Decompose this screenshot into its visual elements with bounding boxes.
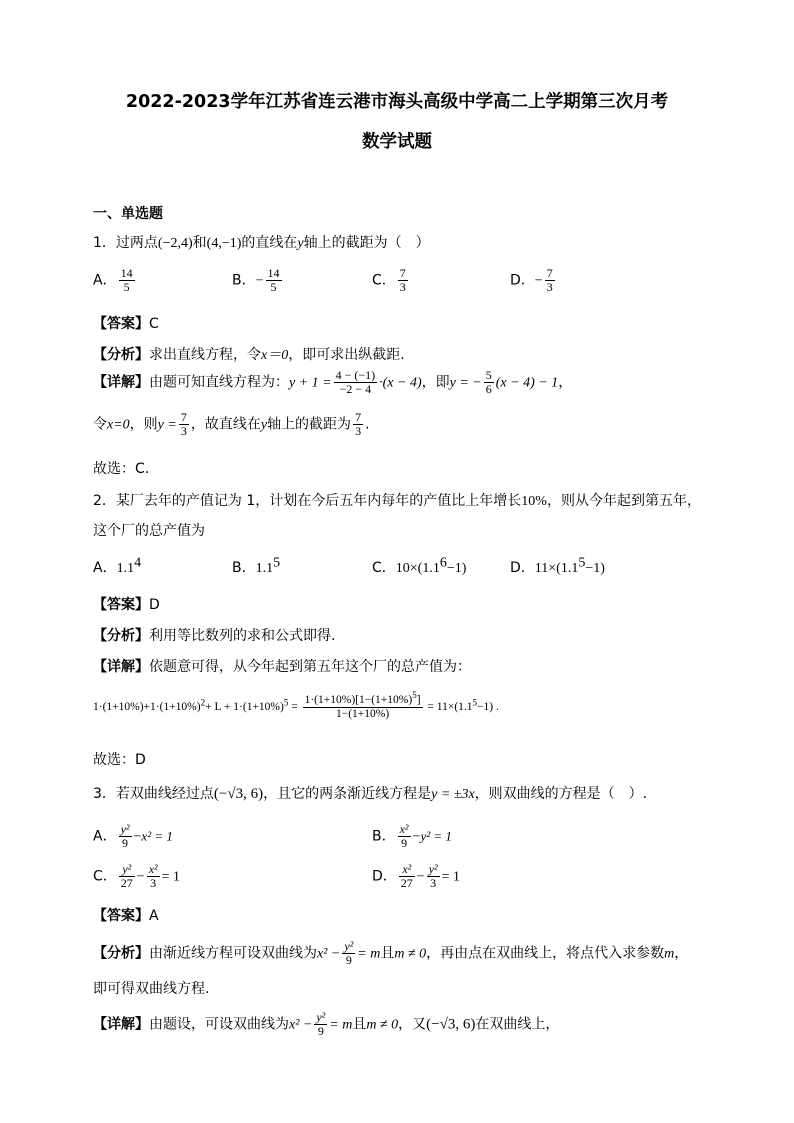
- q1-stem: 1．过两点(−2,4)和(4,−1)的直线在y轴上的截距为（ ）: [93, 235, 430, 251]
- q1-analysis: 【分析】求出直线方程，令x＝0，即可求出纵截距.: [93, 347, 405, 363]
- q2-stem-line2: 这个厂的总产值为: [93, 523, 205, 539]
- q2-choose: 故选：D: [93, 752, 146, 768]
- q1-detail: 【详解】由题可知直线方程为：y + 1 = $\frac{4 - (-1)}{-2 - 4}$ ·(x − 4)，即y = − $\frac{5}{6}$ (x − 4) − 1，: [93, 368, 573, 396]
- q3-point: (−√3, 6): [213, 786, 264, 802]
- q3-option-d: D． $\frac{\text{x²}}{27}$ − $\frac{\text{y²}}{3}$ = 1: [372, 862, 461, 890]
- q3-answer: 【答案】A: [93, 908, 159, 924]
- q1-option-d: D．− $\frac{7}{3}$: [510, 266, 553, 294]
- q1-detail-line2: 令x=0，则y = $\frac{7}{3}$ ，故直线在y轴上的截距为 $\frac{7}{3}$ .: [93, 410, 370, 438]
- q3-analysis-line2: 即可得双曲线方程.: [93, 981, 210, 997]
- q1-option-b: B．− $\frac{14}{5}$: [232, 266, 280, 294]
- q3-detail: 【详解】由题设，可设双曲线为x² − $\frac{\text{y²}}{9}$ = m且m ≠ 0，又(−√3, 6)在双曲线上，: [93, 1010, 560, 1038]
- q1-point-b: (4,−1): [206, 236, 242, 251]
- q2-option-d: D．$11\times(1.1^5-1)$: [510, 555, 605, 576]
- q1-answer: 【答案】C: [93, 316, 159, 332]
- q3-option-b: B． $\frac{\text{x²}}{9}$ −y² = 1: [372, 822, 452, 850]
- q2-option-b: B．$1.1^5$: [232, 555, 281, 576]
- q3-stem: 3．若双曲线经过点(−√3, 6)，且它的两条渐近线方程是y = ±3x，则双曲线的方程是（ ）.: [93, 786, 648, 802]
- q2-option-a: A．$1.1^4$: [93, 555, 142, 576]
- q2-detail: 【详解】依题意可得，从今年起到第五年这个厂的总产值为：: [93, 659, 471, 675]
- q1-point-a: (−2,4): [157, 236, 193, 251]
- q1-option-a: A． $\frac{14}{5}$: [93, 266, 133, 294]
- q1-number: 1．: [93, 235, 116, 251]
- q1-option-c: C． $\frac{7}{3}$: [372, 266, 406, 294]
- document-title-line2: 数学试题: [362, 132, 432, 152]
- q2-analysis: 【分析】利用等比数列的求和公式即得.: [93, 628, 336, 644]
- q2-stem-line1: 2．某厂去年的产值记为 1，计划在今后五年内每年的产值比上年增长10%，则从今年起到第五年，: [93, 493, 701, 509]
- q1-choose: 故选：C.: [93, 461, 150, 477]
- q2-formula: $1\cdot(1+10\%)+1\cdot(1+10\%)^2+ L + 1\cdot(1+10\%)^5$ = $\frac{1\cdot(1+10\%)[1-(1+10\%)^5]}{1-(1+10\%)}$ = $11\times(1.1^5-1)$ .: [93, 690, 499, 720]
- q2-answer: 【答案】D: [93, 597, 160, 613]
- document-title-line1: 2022-2023学年江苏省连云港市海头高级中学高二上学期第三次月考: [125, 92, 669, 112]
- q3-option-a: A． $\frac{\text{y²}}{9}$ −x² = 1: [93, 822, 173, 850]
- q3-analysis: 【分析】由渐近线方程可设双曲线为x² − $\frac{\text{y²}}{9}$ = m且m ≠ 0，再由点在双曲线上，将点代入求参数m，: [93, 939, 689, 967]
- q3-option-c: C． $\frac{\text{y²}}{27}$ − $\frac{\text{x²}}{3}$ = 1: [93, 862, 181, 890]
- q2-option-c: C．$10\times(1.1^6-1)$: [372, 555, 467, 576]
- section-heading: 一、单选题: [93, 206, 163, 222]
